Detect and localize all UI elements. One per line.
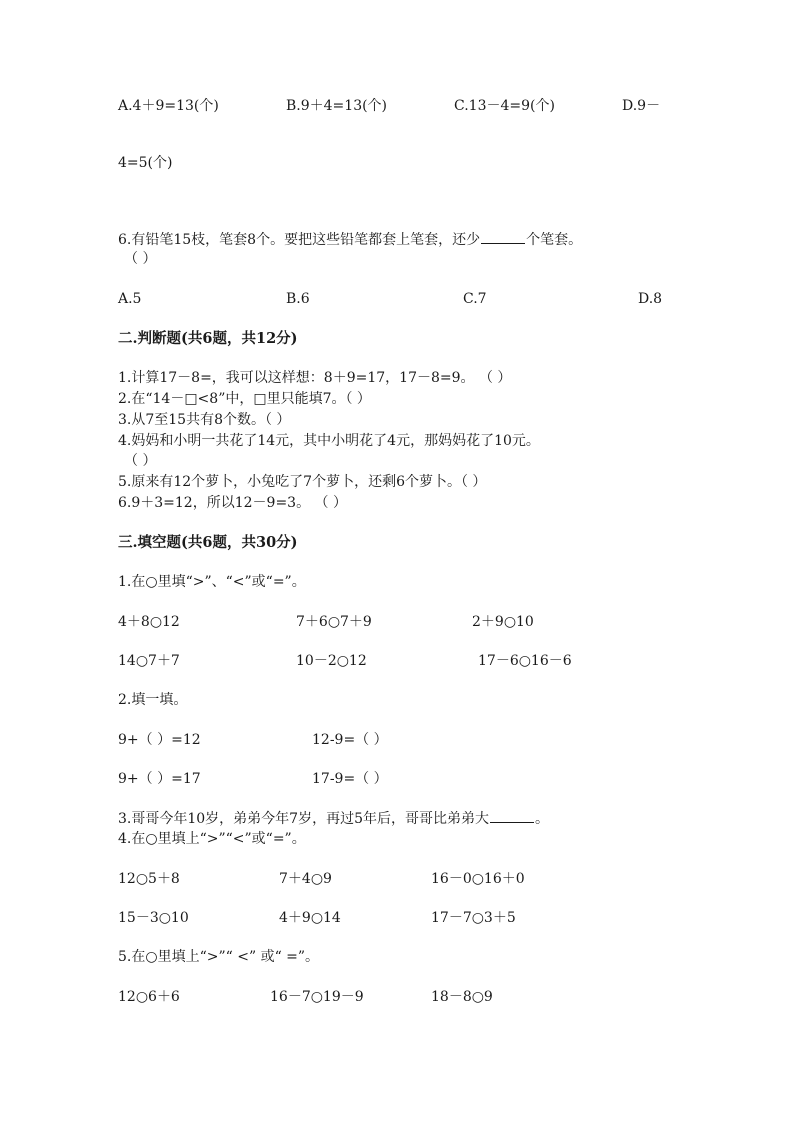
s3-q4-r1-c2: 7＋4○9 xyxy=(279,871,332,887)
s3-q4-prompt: 4.在○里填上“>”“<”或“=”。 xyxy=(118,831,306,847)
s2-item-1: 1.计算17－8=，我可以这样想：8＋9=17，17－8=9。 （ ） xyxy=(118,370,512,386)
s3-q2-r2-c1: 9+（ ）=17 xyxy=(118,771,201,787)
s3-q4-r2-c1: 15－3○10 xyxy=(118,910,189,926)
section3-title: 三.填空题(共6题，共30分) xyxy=(118,534,298,551)
q6-paren: （ ） xyxy=(124,251,157,267)
s3-q2-r1-c2: 12-9=（ ） xyxy=(312,732,388,748)
q5-option-b: B.9＋4=13(个) xyxy=(286,98,388,114)
q6-option-a: A.5 xyxy=(118,291,142,307)
s3-q5-r1-c1: 12○6＋6 xyxy=(118,989,180,1005)
s2-item-4: 4.妈妈和小明一共花了14元，其中小明花了4元，那妈妈花了10元。 xyxy=(118,433,540,449)
q6-answer-blank[interactable] xyxy=(481,229,525,244)
q6-option-c: C.7 xyxy=(463,291,487,307)
s3-q4-r2-c3: 17－7○3＋5 xyxy=(431,910,516,926)
s3-q1-r1-c3: 2＋9○10 xyxy=(472,614,534,630)
s3-q2-r1-c1: 9+（ ）=12 xyxy=(118,732,201,748)
s2-item-3: 3.从7至15共有8个数。（ ） xyxy=(118,412,291,428)
s3-q2-r2-c2: 17-9=（ ） xyxy=(312,771,388,787)
s3-q2-prompt: 2.填一填。 xyxy=(118,692,188,708)
s3-q4-r2-c2: 4＋9○14 xyxy=(279,910,341,926)
s3-q1-r2-c1: 14○7＋7 xyxy=(118,653,180,669)
q5-option-a: A.4＋9=13(个) xyxy=(118,98,219,114)
q5-option-d-part2: 4=5(个) xyxy=(118,155,173,171)
s3-q4-r1-c1: 12○5＋8 xyxy=(118,871,180,887)
s3-q3-answer-blank[interactable] xyxy=(490,808,534,823)
s2-item-6: 6.9＋3=12，所以12－9=3。 （ ） xyxy=(118,495,347,511)
q5-option-c: C.13－4=9(个) xyxy=(454,98,555,114)
s3-q5-prompt: 5.在○里填上“>”“ <” 或“ =”。 xyxy=(118,949,320,965)
q6-text-after: 个笔套。 xyxy=(526,232,583,248)
q6-option-d: D.8 xyxy=(638,291,663,307)
s2-item-4-paren: （ ） xyxy=(124,453,157,469)
s3-q1-r1-c2: 7＋6○7＋9 xyxy=(296,614,372,630)
s3-q3-end: 。 xyxy=(535,811,549,827)
s3-q3 xyxy=(118,808,549,829)
s3-q1-prompt: 1.在○里填“>”、“<”或“=”。 xyxy=(118,574,306,590)
s3-q1-r2-c3: 17－6○16－6 xyxy=(478,653,572,669)
s3-q3-text: 3.哥哥今年10岁，弟弟今年7岁，再过5年后，哥哥比弟弟大 xyxy=(118,811,489,827)
section2-title: 二.判断题(共6题，共12分) xyxy=(118,330,298,347)
q6-text xyxy=(118,229,582,250)
q6-text-before: 6.有铅笔15枝，笔套8个。要把这些铅笔都套上笔套，还少 xyxy=(118,232,481,248)
q6-option-b: B.6 xyxy=(286,291,310,307)
q5-option-d-part1: D.9－ xyxy=(622,98,661,114)
s3-q5-r1-c3: 18－8○9 xyxy=(431,989,493,1005)
s3-q1-r2-c2: 10－2○12 xyxy=(296,653,367,669)
s2-item-2: 2.在“14－□<8”中，□里只能填7。（ ） xyxy=(118,391,371,407)
s3-q1-r1-c1: 4＋8○12 xyxy=(118,614,180,630)
s2-item-5: 5.原来有12个萝卜，小兔吃了7个萝卜，还剩6个萝卜。（ ） xyxy=(118,474,487,490)
s3-q5-r1-c2: 16－7○19－9 xyxy=(270,989,364,1005)
s3-q4-r1-c3: 16－0○16＋0 xyxy=(431,871,525,887)
